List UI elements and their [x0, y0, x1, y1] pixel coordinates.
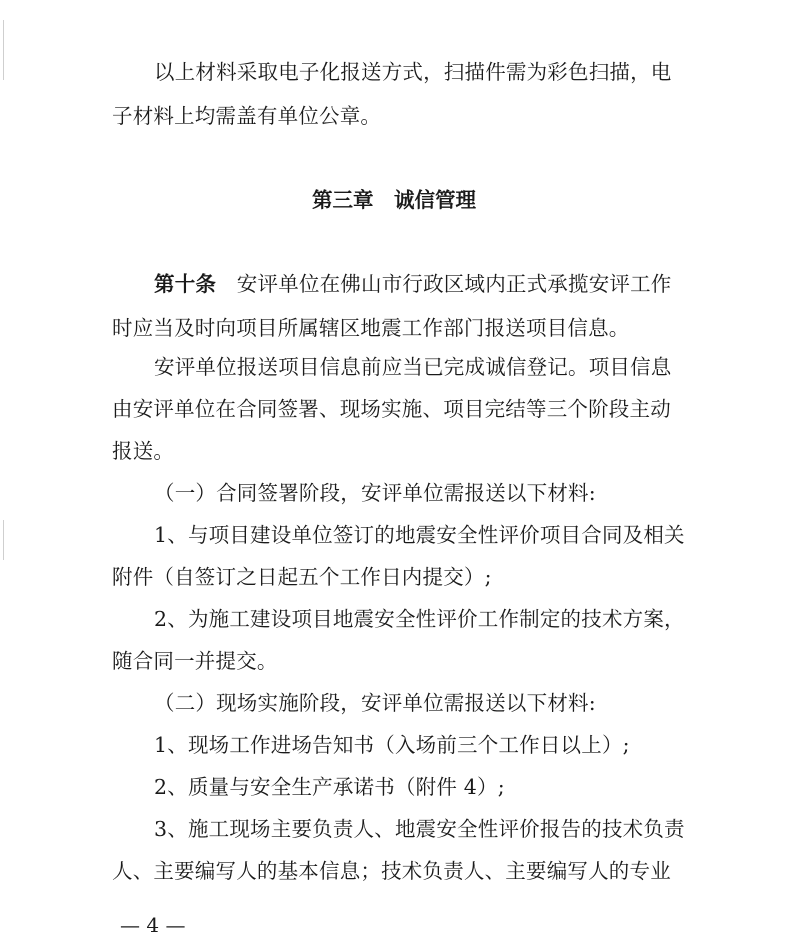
- scan-edge-mark: [3, 20, 4, 80]
- stage1-item2-line-2: 随合同一并提交。: [112, 649, 278, 673]
- page-number: — 4 —: [120, 913, 186, 937]
- stage2-item3-line-2: 人、主要编写人的基本信息；技术负责人、主要编写人的专业: [112, 859, 671, 883]
- registration-line-1: 安评单位报送项目信息前应当已完成诚信登记。项目信息: [154, 355, 672, 379]
- stage2-item3-line-1: 3、施工现场主要负责人、地震安全性评价报告的技术负责: [154, 817, 685, 841]
- article10-line-1: [154, 270, 694, 298]
- article10-line-2: 时应当及时向项目所属辖区地震工作部门报送项目信息。: [112, 316, 630, 340]
- stage1-item2-line-1: 2、为施工建设项目地震安全性评价工作制定的技术方案，: [154, 607, 685, 631]
- article10-label: 第十条: [154, 272, 217, 296]
- stage2-item1: 1、现场工作进场告知书（入场前三个工作日以上）;: [154, 733, 630, 757]
- article10-line-1-text: 安评单位在佛山市行政区域内正式承揽安评工作: [216, 272, 672, 296]
- stage1-item1-line-2: 附件（自签订之日起五个工作日内提交）;: [112, 565, 492, 589]
- intro-line-2: 子材料上均需盖有单位公章。: [112, 104, 382, 128]
- scan-edge-mark: [3, 520, 4, 560]
- stage1-item1-line-1: 1、与项目建设单位签订的地震安全性评价项目合同及相关: [154, 523, 685, 547]
- chapter-heading: 第三章 诚信管理: [312, 188, 476, 212]
- registration-line-3: 报送。: [112, 439, 175, 463]
- intro-line-1: 以上材料采取电子化报送方式，扫描件需为彩色扫描，电: [154, 60, 672, 84]
- stage1-title: （一）合同签署阶段，安评单位需报送以下材料:: [154, 481, 596, 505]
- stage2-title: （二）现场实施阶段，安评单位需报送以下材料:: [154, 691, 596, 715]
- stage2-item2: 2、质量与安全生产承诺书（附件 4）;: [154, 775, 505, 799]
- registration-line-2: 由安评单位在合同签署、现场实施、项目完结等三个阶段主动: [112, 397, 671, 421]
